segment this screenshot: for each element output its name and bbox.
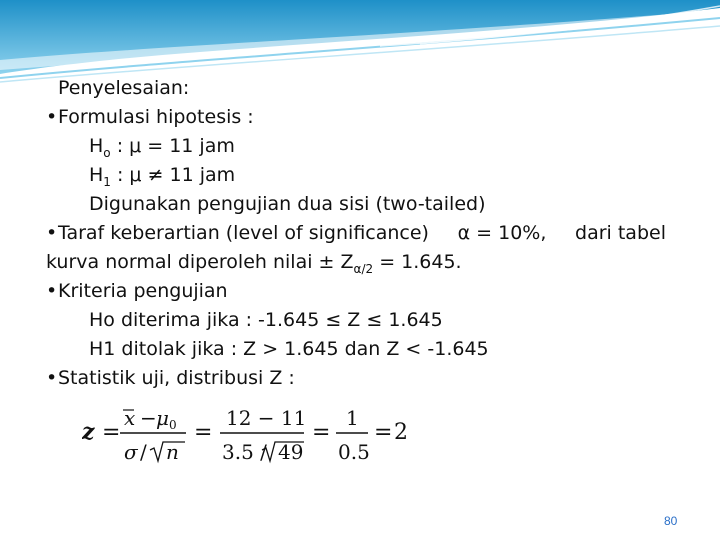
- taraf-line2-text: kurva normal diperoleh nilai: [46, 251, 313, 273]
- formula-n: n: [166, 440, 179, 464]
- bullet-statistik: [46, 366, 295, 390]
- bullet-icon: •: [46, 367, 58, 389]
- formula-eq-3: =: [312, 420, 331, 445]
- formula-mu-sub: 0: [169, 418, 177, 432]
- z-statistic-formula: [82, 398, 412, 468]
- bullet-taraf-text: Taraf keberartian (level of significance): [58, 222, 429, 244]
- z-subscript: α/2: [353, 262, 374, 276]
- formula-z: z: [82, 419, 95, 445]
- bullet-taraf: [46, 221, 666, 245]
- formula-denominator-2b: 49: [278, 440, 304, 464]
- bullet-formulasi-text: Formulasi hipotesis :: [58, 106, 254, 128]
- formula-numerator-2: 12 − 11: [226, 406, 307, 430]
- h1-subscript: 1: [103, 175, 111, 189]
- criteria-reject: H1 ditolak jika : Z > 1.645 dan Z < -1.645: [89, 338, 489, 360]
- h1-text: : μ ≠ 11 jam: [116, 164, 236, 186]
- bullet-icon: •: [46, 222, 58, 244]
- two-tailed-note: Digunakan pengujian dua sisi (two-tailed): [89, 193, 486, 215]
- h1-label: H: [89, 164, 104, 186]
- z-critical-value: = 1.645.: [379, 251, 462, 273]
- plus-minus-symbol: ±: [318, 251, 335, 273]
- formula-denominator-2a: 3.5 /: [222, 440, 267, 464]
- formula-eq-1: =: [102, 420, 121, 445]
- bullet-icon: •: [46, 106, 58, 128]
- bullet-taraf-line2: [46, 250, 462, 281]
- h0-text: : μ = 11 jam: [116, 135, 235, 157]
- criteria-accept: Ho diterima jika : -1.645 ≤ Z ≤ 1.645: [89, 309, 443, 331]
- bullet-kriteria-text: Kriteria pengujian: [58, 280, 228, 302]
- formula-denominator-3: 0.5: [338, 440, 370, 464]
- heading: Penyelesaian:: [58, 77, 190, 99]
- formula-eq-4: =: [374, 420, 393, 445]
- formula-sigma: σ: [124, 440, 138, 464]
- bullet-icon: •: [46, 280, 58, 302]
- bullet-kriteria: [46, 279, 228, 303]
- alpha-value: α = 10%,: [457, 222, 547, 244]
- h0-label: H: [89, 135, 104, 157]
- hypothesis-h0: [89, 134, 235, 165]
- bullet-formulasi: [46, 105, 254, 129]
- formula-result: 2: [394, 420, 408, 445]
- page-number: 80: [664, 514, 678, 528]
- formula-mu: μ: [156, 406, 169, 430]
- formula-eq-2: =: [194, 420, 213, 445]
- formula-minus: −: [140, 406, 157, 430]
- z-symbol: Z: [340, 251, 354, 273]
- formula-numerator-3: 1: [346, 406, 359, 430]
- bullet-statistik-text: Statistik uji, distribusi Z :: [58, 367, 295, 389]
- formula-xbar: x: [124, 406, 136, 430]
- bullet-taraf-tail: dari tabel: [575, 222, 666, 244]
- hypothesis-h1: [89, 163, 235, 194]
- h0-subscript: o: [103, 146, 111, 160]
- formula-slash-1: /: [140, 440, 147, 464]
